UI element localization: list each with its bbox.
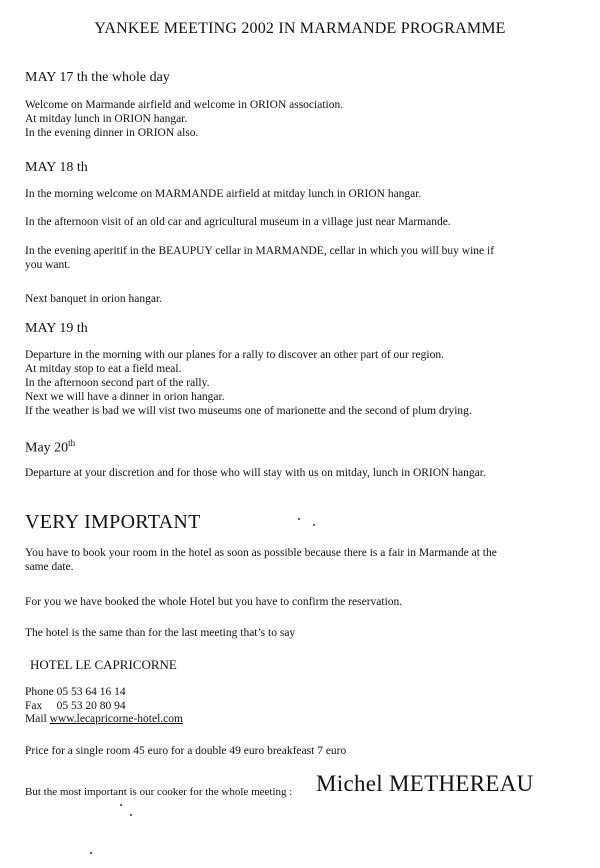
price-line: Price for a single room 45 euro for a double 49 euro breakfeast 7 euro xyxy=(25,745,347,757)
day3-line: At mitday stop to eat a field meal. xyxy=(25,363,182,375)
day3-line: In the afternoon second part of the rally. xyxy=(25,377,210,389)
day2-line: In the morning welcome on MARMANDE airfield at mitday lunch in ORION hangar. xyxy=(25,188,422,200)
important-line: The hotel is the same than for the last meeting that’s to say xyxy=(25,627,296,639)
scan-speck xyxy=(313,524,315,526)
day2-line: In the evening aperitif in the BEAUPUY cellar in MARMANDE, cellar in which you will buy wine if xyxy=(25,245,495,257)
day4-line: Departure at your discretion and for those who will stay with us on mitday, lunch in ORION hangar. xyxy=(25,467,486,479)
day1-line: In the evening dinner in ORION also. xyxy=(25,127,199,139)
day2-line: In the afternoon visit of an old car and agricultural museum in a village just near Marmande. xyxy=(25,216,451,228)
important-line: same date. xyxy=(25,561,74,573)
important-heading: VERY IMPORTANT xyxy=(25,511,201,533)
mail-label: Mail xyxy=(25,713,50,725)
important-line: You have to book your room in the hotel as soon as possible because there is a fair in Marmande at the xyxy=(25,547,497,559)
important-paragraph-2 xyxy=(25,595,575,609)
day3-line: If the weather is bad we will vist two museums one of marionette and the second of plum drying. xyxy=(25,405,472,417)
cooker-name: Michel METHEREAU xyxy=(316,771,534,796)
day2-paragraph-2 xyxy=(25,215,575,229)
scan-speck xyxy=(130,814,132,816)
cooker-text: But the most important is our cooker for the whole meeting : xyxy=(25,786,293,798)
day2-heading: MAY 18 th xyxy=(25,160,88,175)
day4-paragraph xyxy=(25,466,575,480)
day2-line: you want. xyxy=(25,259,71,271)
important-paragraph-3 xyxy=(25,626,575,640)
document-title: YANKEE MEETING 2002 IN MARMANDE PROGRAMME xyxy=(94,20,506,37)
hotel-contact xyxy=(25,686,183,727)
hotel-phone: Phone 05 53 64 16 14 xyxy=(25,686,126,698)
day1-line: At mitday lunch in ORION hangar. xyxy=(25,113,188,125)
hotel-fax: Fax 05 53 20 80 94 xyxy=(25,699,126,712)
day1-paragraph xyxy=(25,98,575,140)
day4-heading-suffix: th xyxy=(68,438,76,448)
day2-line: Next banquet in orion hangar. xyxy=(25,293,163,305)
day3-paragraph xyxy=(25,348,575,418)
hotel-name: HOTEL LE CAPRICORNE xyxy=(30,657,177,672)
scan-speck xyxy=(298,518,300,520)
day3-line: Next we will have a dinner in orion hangar. xyxy=(25,391,225,403)
day1-line: Welcome on Marmande airfield and welcome in ORION association. xyxy=(25,99,344,111)
day1-heading: MAY 17 th the whole day xyxy=(25,70,170,85)
day3-line: Departure in the morning with our planes for a rally to discover an other part of our region. xyxy=(25,349,444,361)
hotel-website-link[interactable]: www.lecapricorne-hotel.com xyxy=(49,713,183,725)
price-paragraph xyxy=(25,744,575,758)
day2-paragraph-4 xyxy=(25,292,575,306)
day4-heading xyxy=(25,438,75,457)
day2-paragraph-3 xyxy=(25,244,575,272)
day2-paragraph-1 xyxy=(25,187,575,201)
important-line: For you we have booked the whole Hotel but you have to confirm the reservation. xyxy=(25,596,403,608)
scan-speck xyxy=(90,852,92,854)
hotel-mail xyxy=(25,713,183,727)
day4-heading-text: May 20 xyxy=(25,440,69,456)
scan-speck xyxy=(120,804,122,806)
important-paragraph-1 xyxy=(25,546,575,574)
day3-heading: MAY 19 th xyxy=(25,321,88,336)
